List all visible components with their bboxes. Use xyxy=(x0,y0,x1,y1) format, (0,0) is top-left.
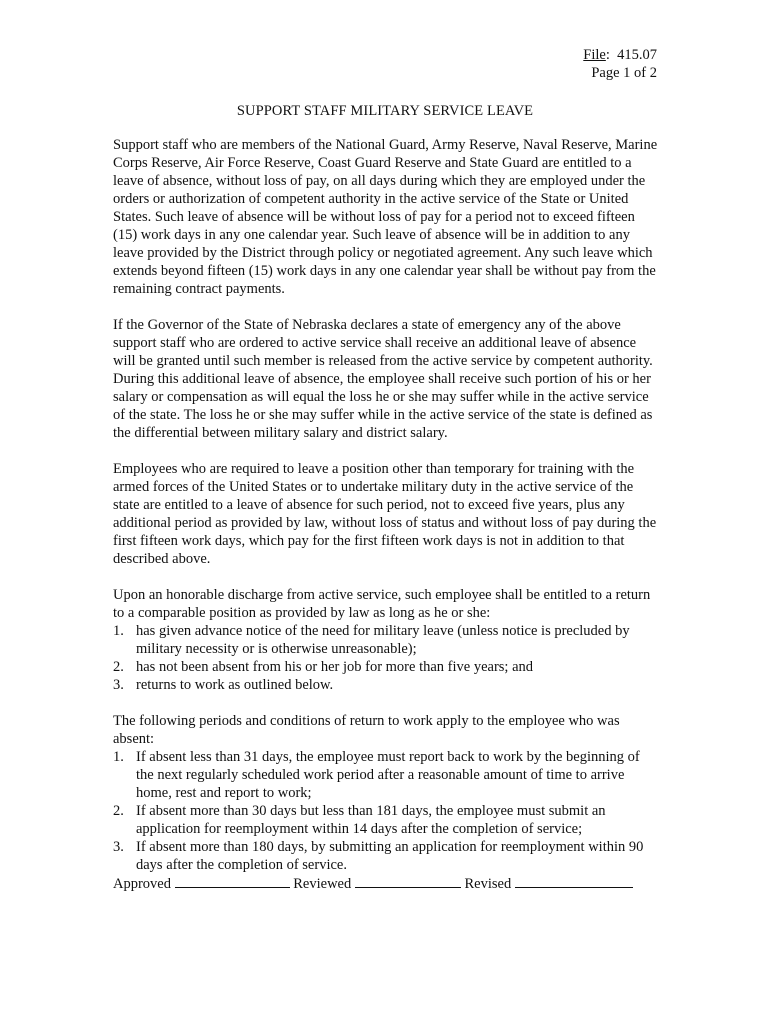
paragraph-leave-entitlement: Support staff who are members of the National Guard, Army Reserve, Naval Reserve, Marine Corps Reserve, Air Force Reserve, Coast Guard Reserve and State Guard are entitled to a leave of absence, without loss of pay, on all days during which they are employed under the orders or authorization of competent authority in the active service of the State or United States. Such leave of absence will be without loss of pay for a period not to exceed fifteen (15) work days in any one calendar year. Such leave of absence will be in addition to any leave provided by the District through policy or negotiated agreement. Any such leave which extends beyond fifteen (15) work days in any one calendar year shall be without pay from the remaining contract payments. xyxy=(113,137,658,297)
list-item xyxy=(113,676,661,694)
document-body xyxy=(113,136,661,893)
file-number: 415.07 xyxy=(617,47,657,63)
list-item-number: 3. xyxy=(113,677,124,693)
list-item xyxy=(113,658,661,676)
return-conditions-list xyxy=(113,622,661,694)
list-item xyxy=(113,838,661,874)
list-item-number: 3. xyxy=(113,839,124,855)
list-item-text: If absent more than 180 days, by submitting an application for reemployment within 90 days after the completion of service. xyxy=(136,839,644,873)
document-title: SUPPORT STAFF MILITARY SERVICE LEAVE xyxy=(236,103,534,119)
return-periods-list xyxy=(113,748,661,874)
list-item-number: 2. xyxy=(113,803,124,819)
paragraph-state-emergency: If the Governor of the State of Nebraska declares a state of emergency any of the above support staff who are ordered to active service shall receive an additional leave of absence will be granted until such member is released from the active service by competent authority. During this additional leave of absence, the employee shall receive such portion of his or her salary or compensation as will equal the loss he or she may suffer while in the active service of the state. The loss he or she may suffer while in the active service of the state is defined as the differential between military salary and district salary. xyxy=(113,317,653,441)
approved-label: Approved xyxy=(113,876,171,892)
file-reference: File: 415.07 xyxy=(583,47,657,63)
revised-label: Revised xyxy=(464,876,512,892)
list-item-text: has given advance notice of the need for military leave (unless notice is precluded by military necessity or is otherwise unreasonable); xyxy=(136,623,630,657)
list-item-number: 1. xyxy=(113,623,124,639)
list-item-text: returns to work as outlined below. xyxy=(136,677,334,693)
approved-blank xyxy=(175,874,290,888)
document-header xyxy=(583,46,657,82)
list-item-text: has not been absent from his or her job for more than five years; and xyxy=(136,659,534,675)
list-item-number: 2. xyxy=(113,659,124,675)
revised-blank xyxy=(515,874,633,888)
reviewed-label: Reviewed xyxy=(293,876,352,892)
page-number: Page 1 of 2 xyxy=(591,65,657,81)
paragraph-return-periods: The following periods and conditions of return to work apply to the employee who was absent: xyxy=(113,713,620,747)
paragraph-training-leave: Employees who are required to leave a position other than temporary for training with the armed forces of the United States or to undertake military duty in the active service of the state are entitled to a leave of absence for such period, not to exceed five years, plus any additional period as provided by law, without loss of status and without loss of pay during the first fifteen work days, which pay for the first fifteen work days is not in addition to that described above. xyxy=(113,461,657,567)
list-item xyxy=(113,748,661,802)
list-item-text: If absent less than 31 days, the employee must report back to work by the beginning of the next regularly scheduled work period after a reasonable amount of time to arrive home, rest and report to work; xyxy=(136,749,640,801)
list-item xyxy=(113,622,661,658)
list-item-number: 1. xyxy=(113,749,124,765)
file-label: File xyxy=(583,47,606,63)
paragraph-honorable-discharge: Upon an honorable discharge from active service, such employee shall be entitled to a return to a comparable position as provided by law as long as he or she: xyxy=(113,587,651,621)
signoff-line xyxy=(113,874,661,893)
reviewed-blank xyxy=(355,874,461,888)
list-item-text: If absent more than 30 days but less than 181 days, the employee must submit an application for reemployment within 14 days after the completion of service; xyxy=(136,803,606,837)
list-item xyxy=(113,802,661,838)
